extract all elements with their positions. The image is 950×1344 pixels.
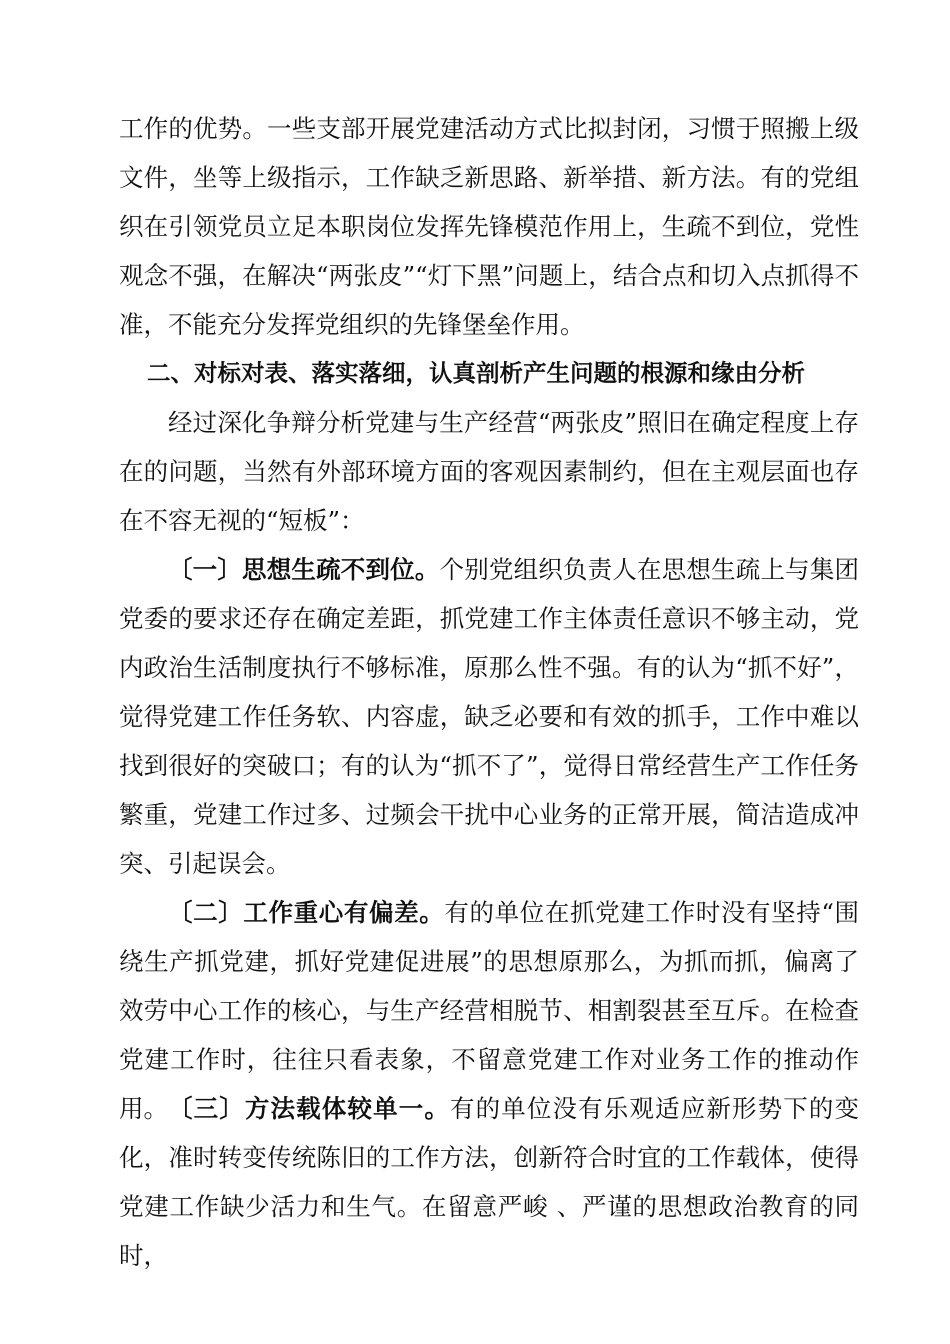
- paragraph-thinking-gap: [119, 545, 859, 888]
- section-heading-two: 二、对标对表、落实落细，认真剖析产生问题的根源和缘由分析: [147, 359, 805, 387]
- paragraph-thinking-gap-body: 个别党组织负责人在思想生疏上与集团党委的要求还存在确定差距，抓党建工作主体责任意识不够主动，党内政治生活制度执行不够标准，原那么性不强。有的认为“抓不好”，觉得党建工作任务软、内容虚，缺乏必要和有效的抓手，工作中难以找到很好的突破口；有的认为“抓不了”，觉得日常经营生产工作任务繁重，党建工作过多、过频会干扰中心业务的正常开展，简洁造成冲突、引起误会。: [119, 555, 860, 878]
- paragraph-method-carrier: [119, 1084, 859, 1280]
- paragraph-method-carrier-body: 有的单位没有乐观适应新形势下的变化，准时转变传统陈旧的工作方法，创新符合时宜的工作载体，使得党建工作缺少活力和生气。在留意严峻 、严谨的思想政治教育的同时，: [119, 1094, 860, 1270]
- subheading-method-carrier: 〔三〕方法载体较单一。: [168, 1094, 450, 1123]
- subheading-thinking-gap: 〔一〕思想生疏不到位。: [168, 555, 440, 584]
- subheading-work-focus: 〔二〕工作重心有偏差。: [168, 898, 445, 927]
- paragraph-analysis-intro: 经过深化争辩分析党建与生产经营“两张皮”照旧在确定程度上存在的问题，当然有外部环境方面的客观因素制约，但在主观层面也存在不容无视的“短板”：: [119, 408, 859, 535]
- paragraph-work-focus-body: 有的单位在抓党建工作时没有坚持“围绕生产抓党建，抓好党建促进展”的思想原那么，为抓而抓，偏离了效劳中心工作的核心，与生产经营相脱节、相割裂甚至互斥。在检查党建工作时，往往只看表象，不留意党建工作对业务工作的推动作用。: [119, 898, 860, 1123]
- paragraph-continued-weakness: 工作的优势。一些支部开展党建活动方式比拟封闭，习惯于照搬上级文件，坐等上级指示，工作缺乏新思路、新举措、新方法。有的党组织在引领党员立足本职岗位发挥先锋模范作用上，生疏不到位，党性观念不强，在解决“两张皮”“灯下黑”问题上，结合点和切入点抓得不准，不能充分发挥党组织的先锋堡垒作用。: [119, 114, 859, 339]
